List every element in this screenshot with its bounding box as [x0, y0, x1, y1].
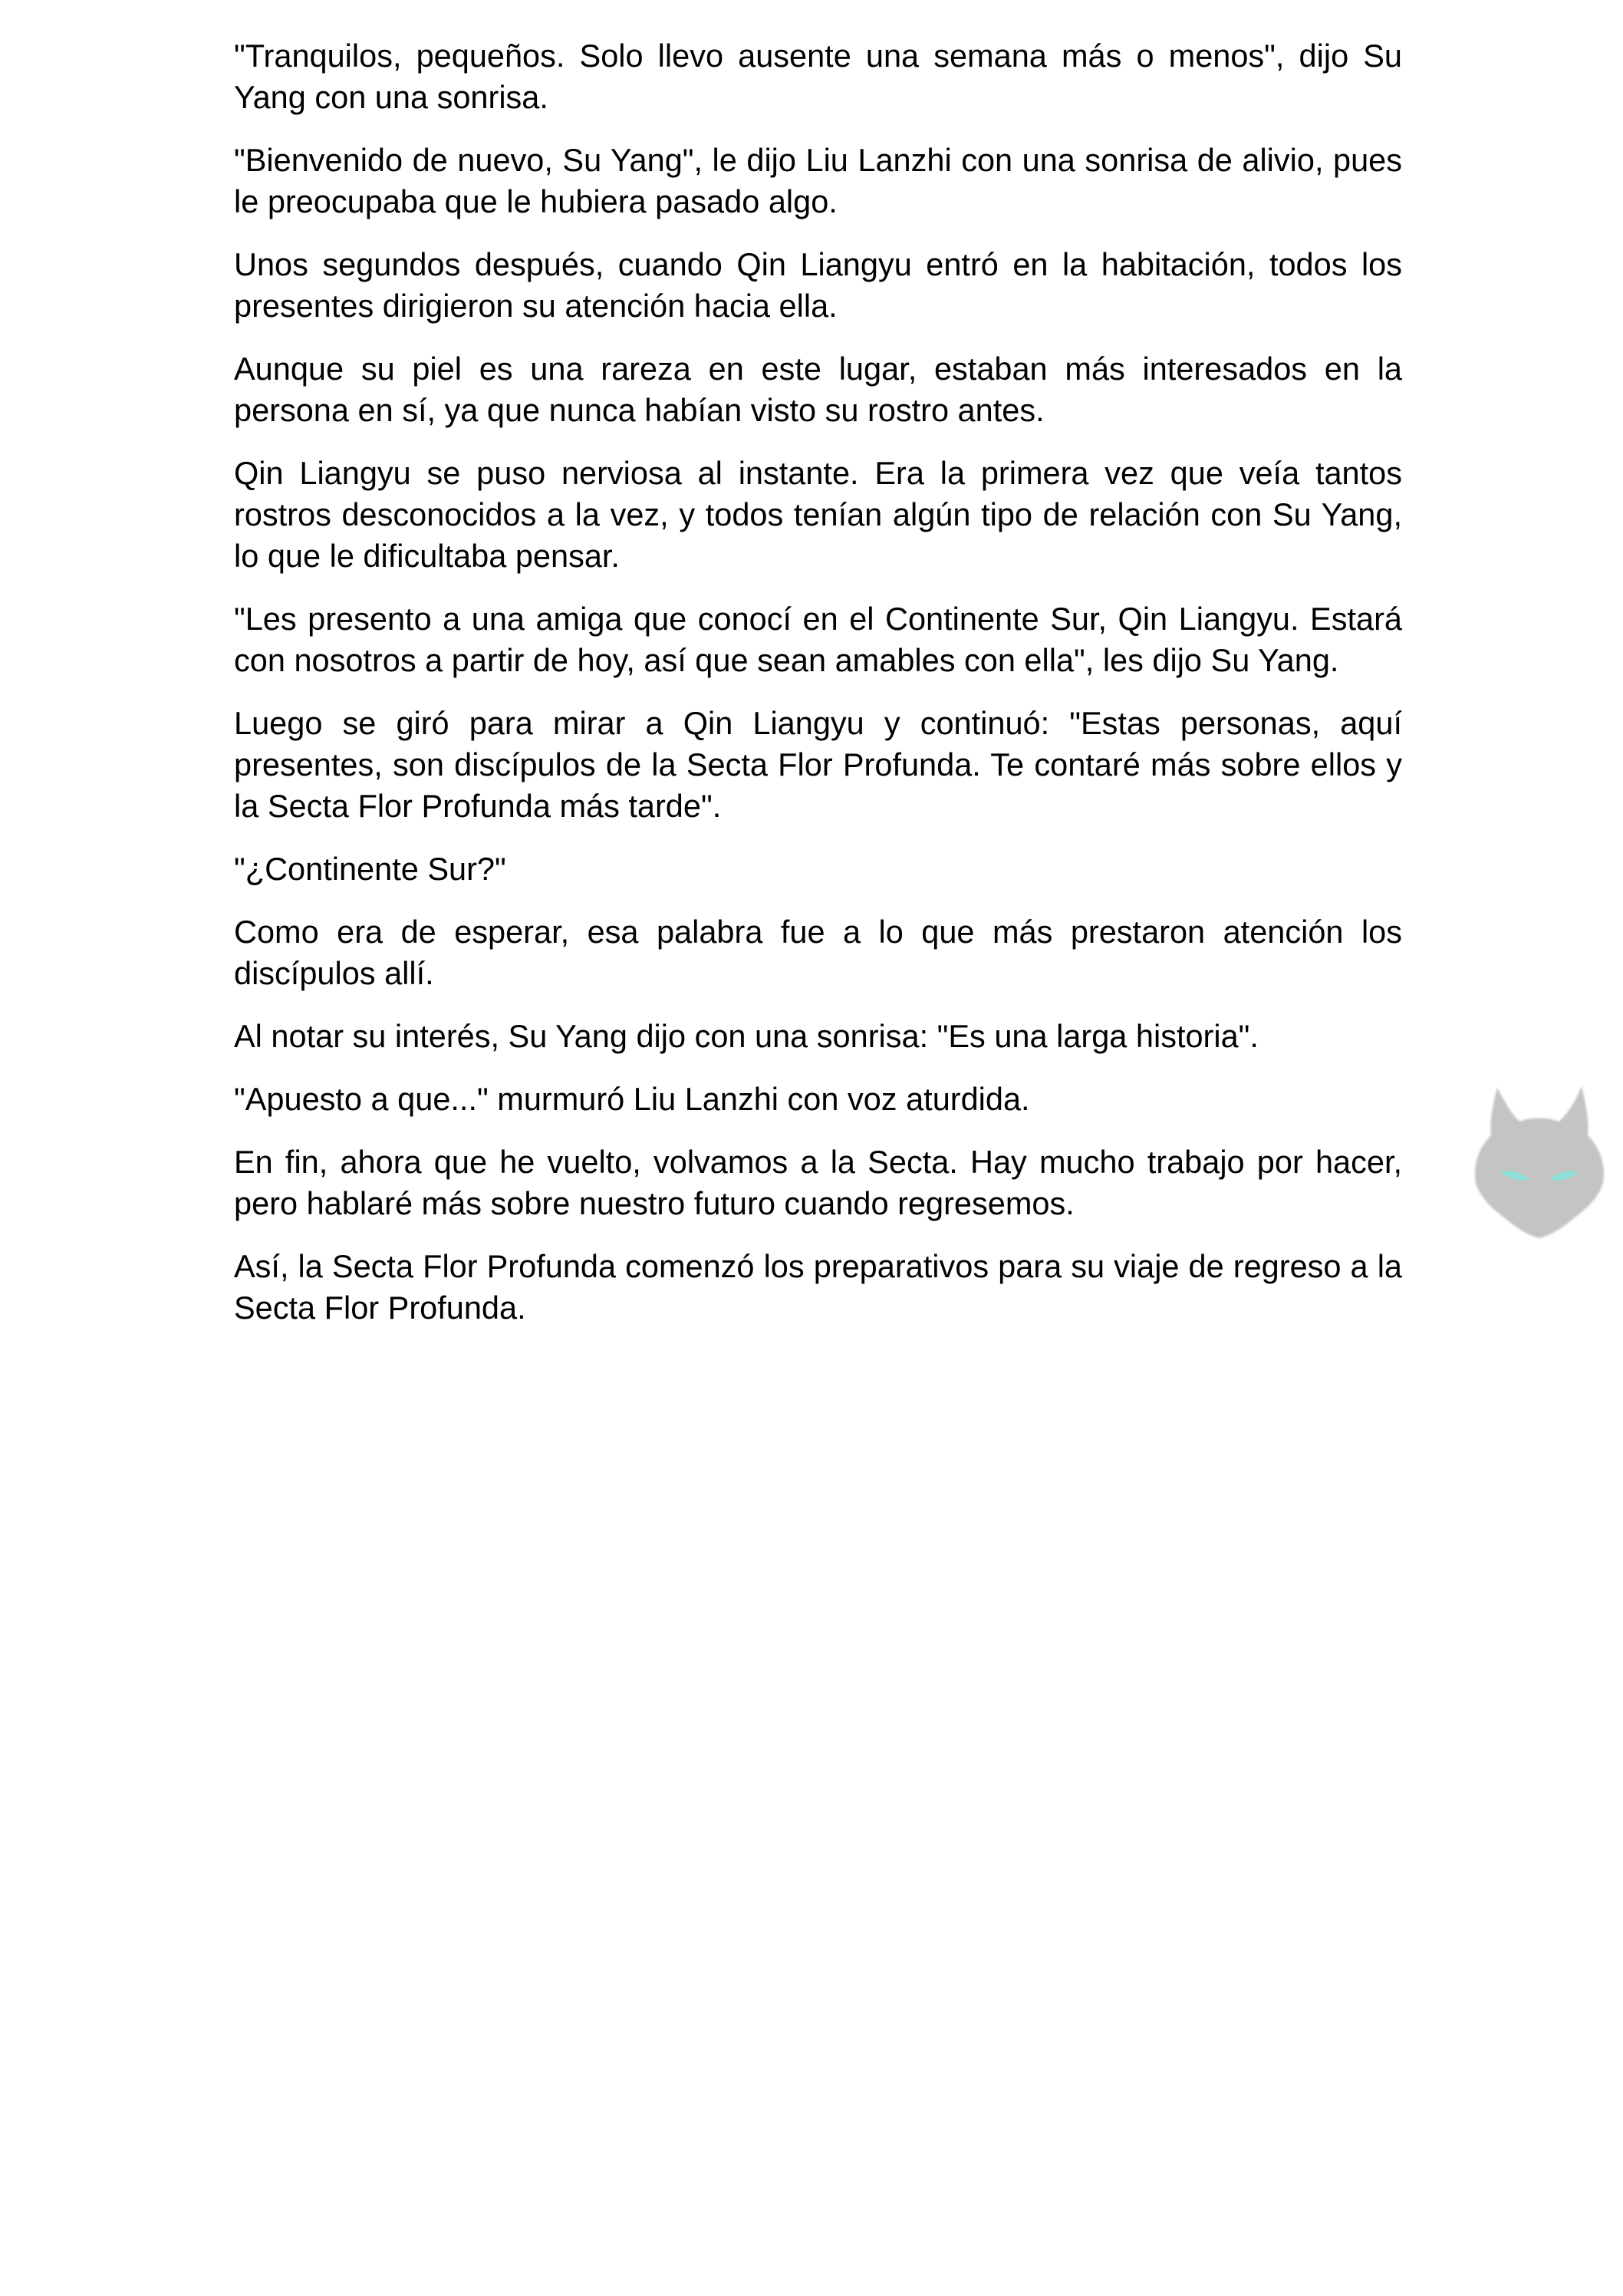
paragraph: "Bienvenido de nuevo, Su Yang", le dijo Liu Lanzhi con una sonrisa de alivio, pues le preocupaba que le hubiera pasado algo. [234, 142, 1402, 219]
paragraph: Luego se giró para mirar a Qin Liangyu y continuó: "Estas personas, aquí presentes, son discípulos de la Secta Flor Profunda. Te contaré más sobre ellos y la Secta Flor Profunda más tarde". [234, 705, 1402, 824]
paragraph: Unos segundos después, cuando Qin Liangyu entró en la habitación, todos los presentes dirigieron su atención hacia ella. [234, 246, 1402, 324]
paragraph: Así, la Secta Flor Profunda comenzó los preparativos para su viaje de regreso a la Secta Flor Profunda. [234, 1248, 1402, 1326]
paragraph: "¿Continente Sur?" [234, 851, 506, 887]
paragraph: "Les presento a una amiga que conocí en el Continente Sur, Qin Liangyu. Estará con nosotros a partir de hoy, así que sean amables con ella", les dijo Su Yang. [234, 601, 1402, 678]
text-column [234, 35, 1402, 1350]
demon-head-icon [1467, 1074, 1612, 1250]
paragraph: Aunque su piel es una rareza en este lugar, estaban más interesados en la persona en sí, ya que nunca habían visto su rostro antes. [234, 351, 1402, 428]
paragraph: "Tranquilos, pequeños. Solo llevo ausente una semana más o menos", dijo Su Yang con una sonrisa. [234, 38, 1402, 115]
paragraph: Qin Liangyu se puso nerviosa al instante. Era la primera vez que veía tantos rostros desconocidos a la vez, y todos tenían algún tipo de relación con Su Yang, lo que le dificultaba pensar. [234, 455, 1402, 574]
paragraph: Como era de esperar, esa palabra fue a lo que más prestaron atención los discípulos allí. [234, 914, 1402, 991]
paragraph: En fin, ahora que he vuelto, volvamos a la Secta. Hay mucho trabajo por hacer, pero hablaré más sobre nuestro futuro cuando regresemos. [234, 1144, 1402, 1221]
paragraph: "Apuesto a que..." murmuró Liu Lanzhi con voz aturdida. [234, 1081, 1030, 1117]
paragraph: Al notar su interés, Su Yang dijo con una sonrisa: "Es una larga historia". [234, 1018, 1259, 1054]
